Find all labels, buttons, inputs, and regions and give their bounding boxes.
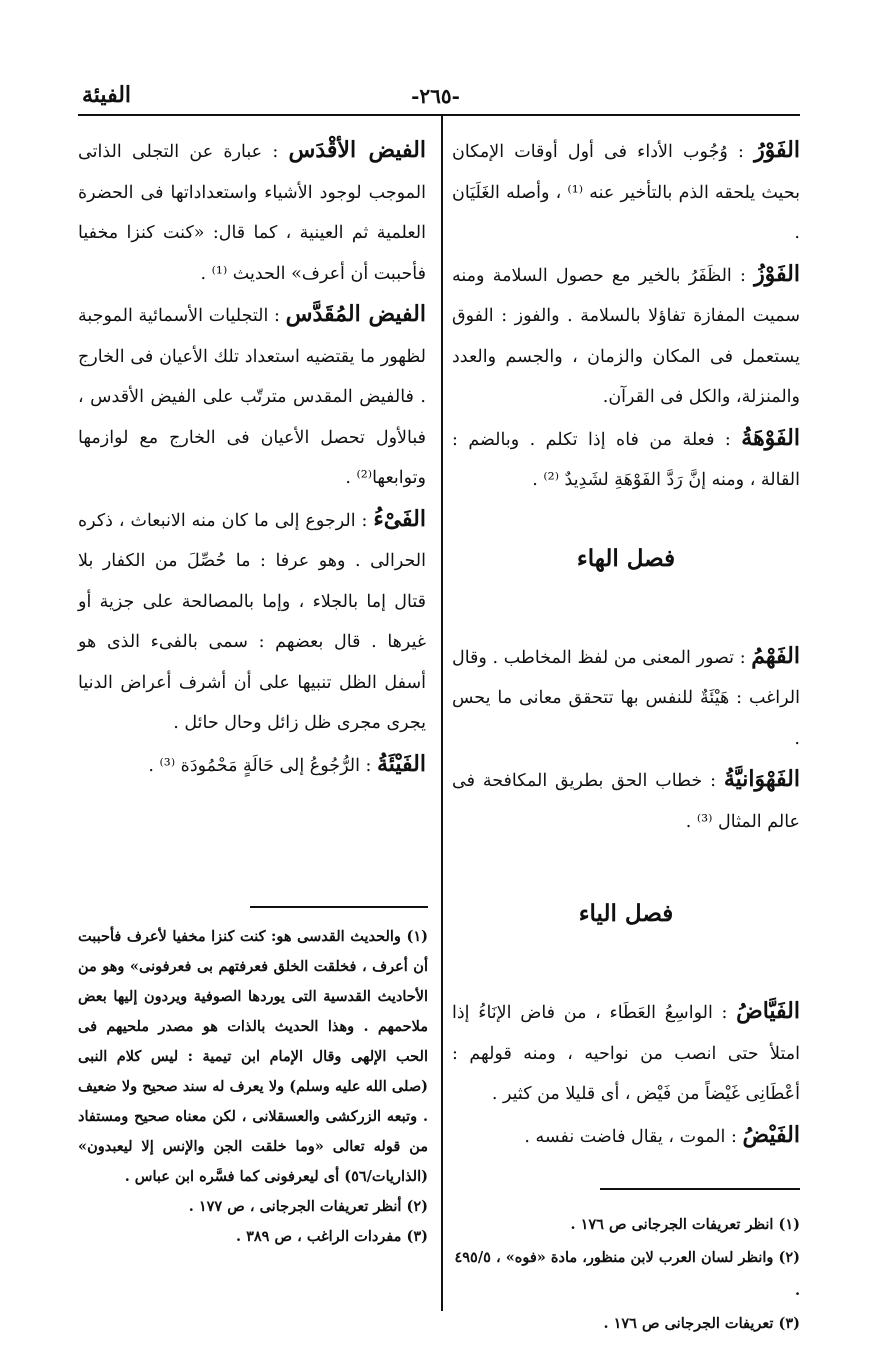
footnote: (٣) تعريفات الجرجانى ص ١٧٦ . [603, 1315, 800, 1332]
dictionary-entry [452, 130, 800, 254]
entry-definition: : وُجُوب الأداء فى أول أوقات الإمكان بحيث يلحقه الذم بالتأخير عنه ⁽¹⁾ ، وأصله الغَلَيَان . [452, 142, 800, 243]
entry-definition: : الرُّجُوعُ إلى حَالَةٍ مَحْمُودَة ⁽³⁾ . [148, 755, 377, 776]
entry-headword: الفَيْضُ [742, 1121, 800, 1148]
dictionary-entry [452, 636, 800, 760]
entry-headword: الفَىْءُ [373, 505, 426, 532]
footnote: (٢) وانظر لسان العرب لابن منظور، مادة «فوه» ، ٤٩٥/٥ . [454, 1249, 800, 1299]
section-heading: فصل الياء [578, 900, 674, 927]
entry-definition: : تصور المعنى من لفظ المخاطب . وقال الراغب : هَيْئَةٌ للنفس بها تتحقق معانى ما يحس . [452, 647, 800, 749]
entry-headword: الفَهْوَانيَّةُ [723, 766, 800, 792]
entry-definition: : الواسِعُ العَطَاء ، من فاض الإنَاءُ إذا امتلأ حتى انصب من نواحيه ، ومنه قولهم : أعْطَانِى غَيْضاً من فَيْض ، أى قليلا من كثير . [452, 1003, 800, 1104]
entry-definition: : فعلة من فاه إذا تكلم . وبالضم : القالة ، ومنه إنَّ رَدَّ الفَوْهَةِ لشَدِيدٌ ⁽²⁾ . [452, 429, 800, 490]
footnotes-left [78, 922, 428, 1252]
entry-headword: الفَيْئَةُ [376, 750, 426, 777]
entry-definition: : الرجوع إلى ما كان منه الانبعاث ، ذكره الحرالى . وهو عرفا : ما حُصِّلَ من الكفار بلا قتال إما بالجلاء ، وإما بالمصالحة على جزية أو غيرها . قال بعضهم : سمى بالفىء الذى هو أسفل الظل تنبيها على أن أشرف أعراض الدنيا يجرى مجرى ظل زائل وحال حائل . [78, 510, 426, 733]
entry-headword: الفَيَّاضُ [736, 998, 800, 1024]
entry-definition: : التجليات الأسمائية الموجبة لظهور ما يقتضيه استعداد تلك الأعيان فى الخارج . فالفيض المقدس مترتّب على الفيض الأقدس ، فبالأول تحصل الأعيان فى الخارج مع لوازمها وتوابعها⁽²⁾ . [78, 306, 426, 488]
footnote: (١) انظر تعريفات الجرجانى ص ١٧٦ . [570, 1216, 800, 1233]
dictionary-entry [78, 294, 426, 499]
vertical-space [452, 842, 800, 900]
vertical-space [452, 927, 800, 991]
entry-headword: الفَوْزُ [754, 260, 800, 287]
footnote-rule-right [600, 1188, 800, 1190]
dictionary-entry [452, 759, 800, 842]
column-divider [441, 116, 443, 1311]
entry-headword: الفَوْرُ [754, 137, 800, 163]
dictionary-entry [452, 1115, 800, 1158]
footnote: (٣) مفردات الراغب ، ص ٣٨٩ . [235, 1228, 428, 1245]
entry-definition: : الظَفَرُ بالخير مع حصول السلامة ومنه سميت المفازة تفاؤلا بالسلامة . والفوز : الفوق يستعمل فى المكان والزمان ، والجسم والعدد والمنزلة، والكل فى القرآن. [452, 265, 800, 407]
vertical-space [452, 572, 800, 636]
page-number: -٢٦٥- [411, 84, 460, 108]
vertical-space [452, 501, 800, 545]
dictionary-entry [452, 991, 800, 1115]
footnotes-right [452, 1208, 800, 1340]
entry-headword: الفيض الأقْدَس [288, 137, 426, 163]
entry-definition: : خطاب الحق بطريق المكافحة فى عالم المثال ⁽³⁾ . [452, 771, 800, 832]
dictionary-entry [78, 499, 426, 744]
entry-definition: : عبارة عن التجلى الذاتى الموجب لوجود الأشياء واستعداداتها فى الحضرة العلمية ثم العينية ، كما قال: «كنت كنزا مخفيا فأحببت أن أعرف» الحديث ⁽¹⁾ . [78, 142, 426, 284]
running-head: الفيئة [82, 82, 132, 108]
section-heading: فصل الهاء [576, 544, 676, 572]
entry-headword: الفيض المُقَدَّس [285, 301, 426, 327]
dictionary-entry [78, 130, 426, 294]
footnote: (٢) أنظر تعريفات الجرجانى ، ص ١٧٧ . [188, 1198, 428, 1215]
right-column [452, 130, 800, 1157]
dictionary-entry [78, 744, 426, 787]
footnote: (١) والحديث القدسى هو: كنت كنزا مخفيا لأعرف فأحببت أن أعرف ، فخلقت الخلق فعرفتهم بى فعرفونى» وهو من الأحاديث القدسية التى يوردها الصوفية ويردون إليها بعض ملاحمهم . وهذا الحديث بالذات هو مصدر ملحيهم فى الحب الإلهى وقال الإمام ابن تيمية : ليس كلام النبى (صلى الله عليه وسلم) ولا يعرف له سند صحيح ولا ضعيف . وتبعه الزركشى والعسقلانى ، لكن معناه صحيح ومستفاد من قوله تعالى «وما خلقت الجن والإنس إلا ليعبدون» (الذاريات/٥٦) أى ليعرفونى كما فسَّره ابن عباس . [78, 928, 428, 1185]
dictionary-entry [452, 418, 800, 501]
entry-headword: الفَهْمُ [751, 642, 800, 669]
header-rule [78, 114, 800, 116]
entry-headword: الفَوْهَةُ [741, 424, 800, 451]
footnote-rule-left [250, 906, 428, 908]
left-column [78, 130, 426, 786]
dictionary-entry [452, 254, 800, 418]
entry-definition: : الموت ، يقال فاضت نفسه . [524, 1126, 743, 1147]
